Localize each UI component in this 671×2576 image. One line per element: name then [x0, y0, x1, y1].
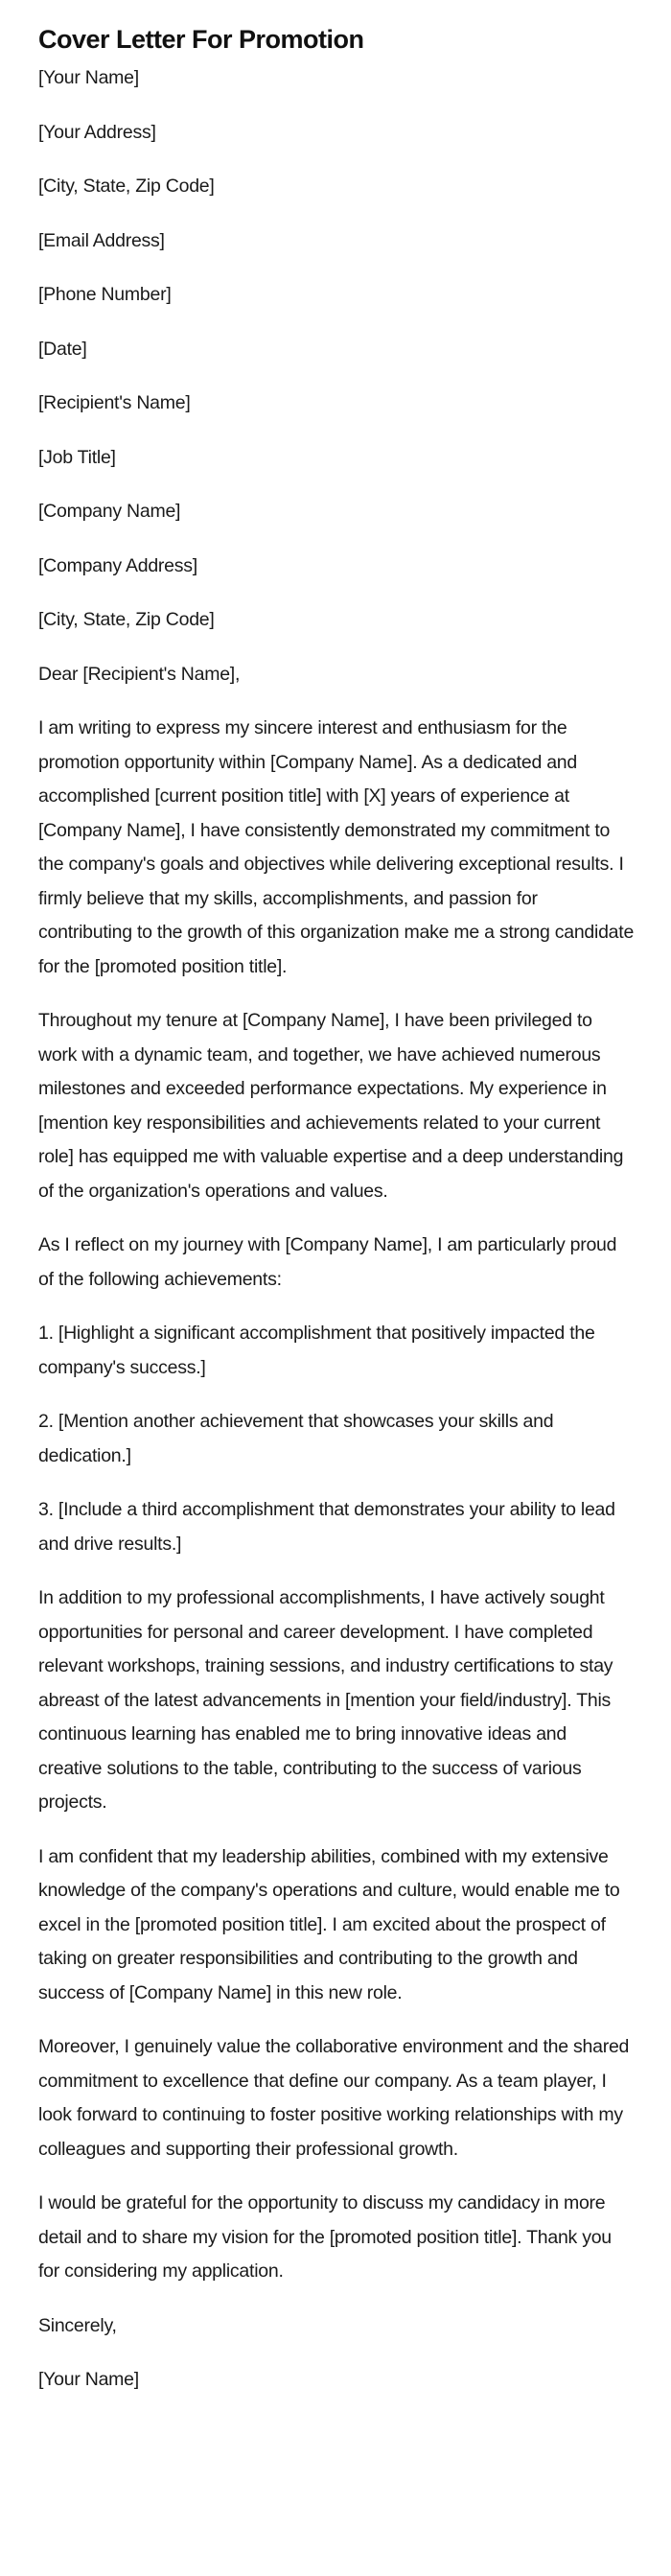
recipient-company-address: [Company Address] — [38, 554, 197, 576]
sender-phone: [Phone Number] — [38, 284, 172, 305]
achievement-item: 3. [Include a third accomplishment that demonstrates your ability to lead and drive results.] — [38, 1499, 615, 1555]
body-paragraph: I am confident that my leadership abilities, combined with my extensive knowledge of the company's operations and culture, would enable me to excel in the [promoted position title]. I am excited about the prospect of taking on greater responsibilities and contributing to the growth and success of [Company Name] in this new role. — [38, 1845, 620, 2003]
body-paragraph: I would be grateful for the opportunity to discuss my candidacy in more detail and to share my vision for the [promoted position title]. Thank you for considering my application. — [38, 2192, 612, 2282]
closing: Sincerely, — [38, 2314, 117, 2336]
sender-address: [Your Address] — [38, 121, 156, 143]
signature: [Your Name] — [38, 2369, 139, 2390]
sender-city: [City, State, Zip Code] — [38, 176, 215, 197]
body-paragraph: As I reflect on my journey with [Company Name], I am particularly proud of the following achievements: — [38, 1234, 617, 1290]
achievement-item: 2. [Mention another achievement that showcases your skills and dedication.] — [38, 1411, 554, 1466]
sender-email: [Email Address] — [38, 229, 165, 251]
recipient-city: [City, State, Zip Code] — [38, 609, 215, 630]
recipient-name: [Recipient's Name] — [38, 392, 191, 413]
page-title: Cover Letter For Promotion — [38, 25, 364, 54]
achievement-item: 1. [Highlight a significant accomplishment that positively impacted the company's success.] — [38, 1323, 595, 1378]
body-paragraph: Moreover, I genuinely value the collaborative environment and the shared commitment to excellence that define our company. As a team player, I look forward to continuing to foster positive working relationships with my colleagues and supporting their professional growth. — [38, 2036, 630, 2160]
letter-date: [Date] — [38, 338, 87, 360]
body-paragraph: Throughout my tenure at [Company Name], I have been privileged to work with a dynamic team, and together, we have achieved numerous milestones and exceeded performance expectations. My experience in [mention key responsibilities and achievements related to your current role] has equipped me with valuable expertise and a deep understanding of the organization's operations and values. — [38, 1010, 624, 1202]
recipient-job-title: [Job Title] — [38, 446, 116, 468]
body-paragraph: In addition to my professional accomplishments, I have actively sought opportunities for personal and career development. I have completed relevant workshops, training sessions, and industry certifications to stay abreast of the latest advancements in [mention your field/industry]. This continuous learning has enabled me to bring innovative ideas and creative solutions to the table, contributing to the success of various projects. — [38, 1587, 613, 1813]
body-paragraph: I am writing to express my sincere interest and enthusiasm for the promotion opportunity within [Company Name]. As a dedicated and accomplished [current position title] with [X] years of experience at [Company Name], I have consistently demonstrated my commitment to the company's goals and objectives while delivering exceptional results. I firmly believe that my skills, accomplishments, and passion for contributing to the growth of this organization make me a strong candidate for the [promoted position title]. — [38, 717, 635, 977]
recipient-company: [Company Name] — [38, 501, 181, 522]
salutation: Dear [Recipient's Name], — [38, 663, 241, 685]
sender-name: [Your Name] — [38, 67, 139, 88]
